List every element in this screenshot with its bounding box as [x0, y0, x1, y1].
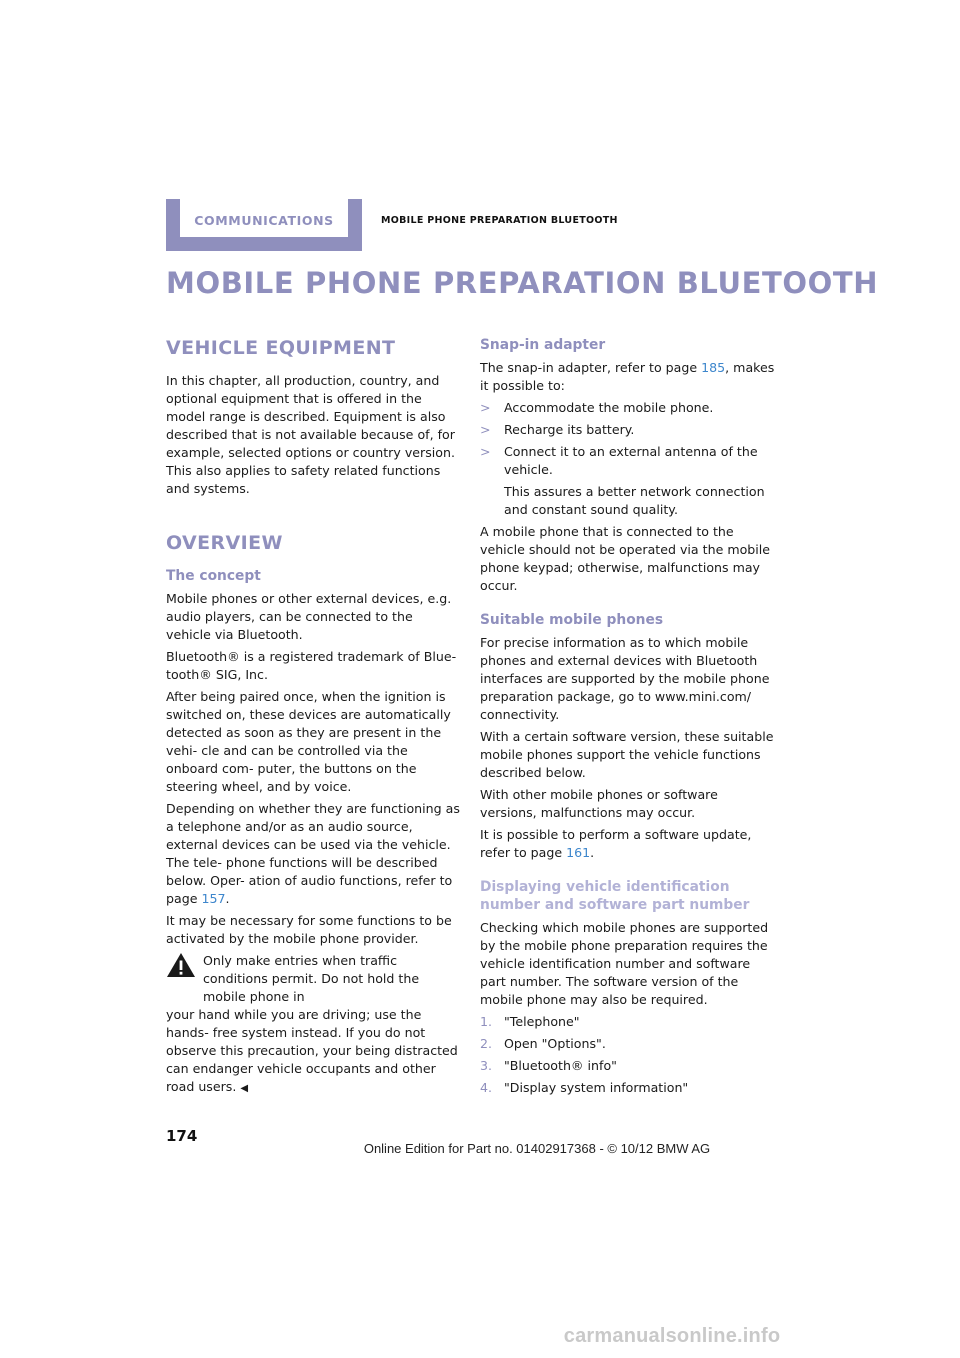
- bullet-marker-icon: >: [480, 422, 491, 437]
- suitable-paragraph-1: For precise information as to which mobile phones and external devices with Bluetooth interfaces are supported by the mobile phone preparation package, go to www.mini.com/ connectivity.: [480, 635, 770, 722]
- page-link-161[interactable]: 161: [566, 845, 591, 860]
- warning-note: [166, 952, 461, 1098]
- section-tab: [166, 199, 362, 251]
- concept-paragraph-4: [166, 800, 461, 908]
- footer-edition-text: Online Edition for Part no. 01402917368 - © 10/12 BMW AG: [363, 1141, 711, 1156]
- vehicle-equipment-text: In this chapter, all production, country, and optional equipment that is offered in the model range is described. Equipment is also described that is not available because of, for example, selected options or country version. This also applies to safety related functions and systems.: [166, 373, 455, 496]
- right-column: [480, 336, 776, 1101]
- concept-paragraph-1: Mobile phones or other external devices, e.g. audio players, can be connected to the vehicle via Bluetooth.: [166, 591, 452, 642]
- concept-paragraph-5: It may be necessary for some functions to be activated by the mobile phone provider.: [166, 913, 452, 946]
- page-link-185[interactable]: 185: [701, 360, 726, 375]
- warning-triangle-icon: [166, 952, 196, 978]
- step-number: 1.: [480, 1014, 493, 1029]
- concept-paragraph-4-end: .: [225, 891, 230, 906]
- left-column: [166, 336, 461, 1098]
- snap-in-list: [480, 399, 776, 479]
- page-number: 174: [166, 1127, 198, 1145]
- display-vin-heading: Displaying vehicle identification number and software part number: [480, 879, 750, 913]
- suitable-paragraph-4-end: .: [590, 845, 595, 860]
- watermark: [0, 1325, 960, 1348]
- vehicle-equipment-heading: VEHICLE EQUIPMENT: [166, 337, 396, 359]
- snap-in-intro-end: , makes it possible to:: [480, 360, 775, 393]
- running-head: MOBILE PHONE PREPARATION BLUETOOTH: [381, 215, 618, 226]
- list-item: [480, 421, 776, 439]
- warning-text-rest: your hand while you are driving; use the hands- free system instead. If you do not observe this precaution, your being distracted can endanger vehicle occupants and other road users.: [166, 1007, 458, 1094]
- snap-in-after: A mobile phone that is connected to the vehicle should not be operated via the mobile phone keypad; otherwise, malfunctions may occur.: [480, 524, 771, 593]
- snap-in-intro: [480, 359, 776, 395]
- step-text: "Display system information": [504, 1080, 689, 1095]
- list-item: [480, 1035, 776, 1053]
- bullet-marker-icon: >: [480, 444, 491, 459]
- step-number: 2.: [480, 1036, 493, 1051]
- overview-heading: OVERVIEW: [166, 532, 283, 554]
- step-text: Open "Options".: [504, 1036, 606, 1051]
- list-item-text: Recharge its battery.: [504, 422, 635, 437]
- step-number: 4.: [480, 1080, 493, 1095]
- bullet-marker-icon: >: [480, 400, 491, 415]
- suitable-paragraph-4-text: It is possible to perform a software update, refer to page: [480, 827, 752, 860]
- list-item: [480, 1057, 776, 1075]
- display-vin-paragraph: Checking which mobile phones are supported by the mobile phone preparation requires the vehicle identification number and software part number. The software version of the mobile phone may also be required.: [480, 920, 769, 1007]
- end-mark-icon: ◀: [240, 1083, 249, 1094]
- footer-edition: [0, 1141, 960, 1156]
- list-item: [480, 399, 776, 417]
- list-item: [480, 443, 776, 479]
- list-item: [480, 1079, 776, 1097]
- snap-in-bullet-note: This assures a better network connection and constant sound quality.: [504, 484, 765, 517]
- suitable-paragraph-2: With a certain software version, these suitable mobile phones support the vehicle functions described below.: [480, 729, 774, 780]
- concept-heading: The concept: [166, 568, 261, 584]
- list-item: [480, 1013, 776, 1031]
- page-title: MOBILE PHONE PREPARATION BLUETOOTH: [166, 266, 879, 300]
- step-text: "Bluetooth® info": [504, 1058, 617, 1073]
- step-text: "Telephone": [504, 1014, 580, 1029]
- concept-paragraph-2: Bluetooth® is a registered trademark of Blue- tooth® SIG, Inc.: [166, 649, 457, 682]
- list-item-text: Connect it to an external antenna of the vehicle.: [504, 444, 758, 477]
- suitable-phones-heading: Suitable mobile phones: [480, 612, 664, 628]
- concept-paragraph-3: After being paired once, when the ignition is switched on, these devices are automatically detected as soon as they are present in the vehi- cle and can be controlled via the onboard com- puter, the buttons on the steering wheel, and by voice.: [166, 689, 451, 794]
- suitable-paragraph-4: [480, 826, 776, 862]
- watermark-text: carmanualsonline.info: [563, 1325, 781, 1347]
- warning-text-first: Only make entries when traffic conditions permit. Do not hold the mobile phone in: [203, 953, 420, 1004]
- section-label: COMMUNICATIONS: [194, 213, 334, 228]
- display-vin-steps: [480, 1013, 776, 1097]
- suitable-paragraph-3: With other mobile phones or software versions, malfunctions may occur.: [480, 787, 718, 820]
- step-number: 3.: [480, 1058, 493, 1073]
- page-link-157[interactable]: 157: [201, 891, 226, 906]
- list-item-text: Accommodate the mobile phone.: [504, 400, 714, 415]
- snap-in-intro-text: The snap-in adapter, refer to page: [480, 360, 702, 375]
- concept-paragraph-4-text: Depending on whether they are functioning as a telephone and/or as an audio source, external devices can be used via the vehicle. The tele- phone functions will be described below. Oper- ation of audio functions, refer to page: [166, 801, 460, 906]
- snap-in-heading: Snap-in adapter: [480, 337, 606, 353]
